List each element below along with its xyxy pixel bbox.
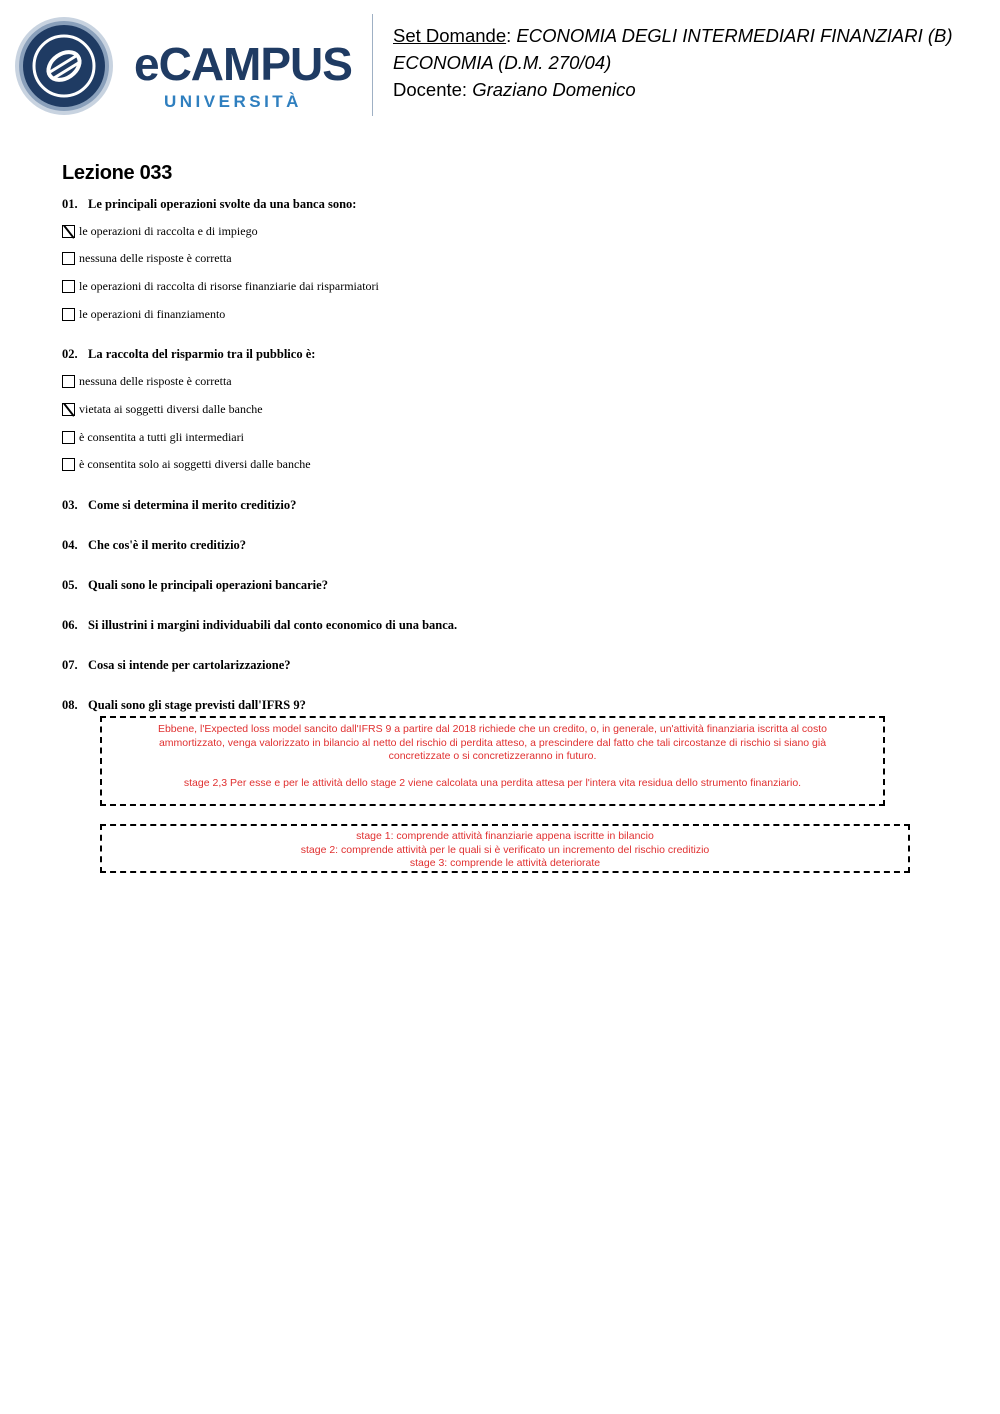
degree-line bbox=[393, 49, 953, 76]
stage-1-line: stage 1: comprende attività finanziarie appena iscritte in bilancio bbox=[356, 830, 654, 842]
question-text: La raccolta del risparmio tra il pubblico è: bbox=[88, 347, 316, 361]
question-number: 08. bbox=[62, 698, 78, 712]
question-number: 05. bbox=[62, 578, 78, 592]
degree-name: ECONOMIA (D.M. 270/04) bbox=[393, 52, 612, 73]
question-text: Si illustrini i margini individuabili dal conto economico di una banca. bbox=[88, 618, 458, 632]
option-label: le operazioni di raccolta di risorse finanziarie dai risparmiatori bbox=[79, 278, 379, 293]
header-divider bbox=[372, 14, 373, 116]
option-02-a[interactable] bbox=[62, 373, 232, 389]
question-02 bbox=[62, 347, 315, 362]
set-label: Set Domande bbox=[393, 25, 507, 46]
question-text: Le principali operazioni svolte da una banca sono: bbox=[88, 197, 357, 211]
option-label: è consentita solo ai soggetti diversi dalle banche bbox=[79, 456, 311, 471]
question-07 bbox=[62, 658, 291, 673]
page-header bbox=[0, 0, 1000, 130]
question-06 bbox=[62, 618, 457, 633]
question-05 bbox=[62, 578, 328, 593]
option-label: nessuna delle risposte è corretta bbox=[79, 250, 232, 265]
question-text: Quali sono le principali operazioni bancarie? bbox=[88, 578, 328, 592]
teacher-name: Graziano Domenico bbox=[472, 79, 636, 100]
option-02-c[interactable] bbox=[62, 429, 244, 445]
question-text: Come si determina il merito creditizio? bbox=[88, 498, 297, 512]
checked-checkbox-icon[interactable] bbox=[62, 403, 75, 416]
teacher-line bbox=[393, 76, 953, 103]
checked-checkbox-icon[interactable] bbox=[62, 225, 75, 238]
question-number: 04. bbox=[62, 538, 78, 552]
note-paragraph: Ebbene, l'Expected loss model sancito dall'IFRS 9 a partire dal 2018 richiede che un credito, o, in generale, un'attività finanziaria iscritta al costo ammortizzato, venga valorizzato in bilancio al netto del rischio di perdita atteso, a prescindere dal fatto che tali circostanze di rischio si siano già concretizzate o si concretizzeranno in futuro. bbox=[157, 723, 828, 762]
option-02-d[interactable] bbox=[62, 456, 311, 472]
question-text: Che cos'è il merito creditizio? bbox=[88, 538, 247, 552]
checkbox-icon[interactable] bbox=[62, 375, 75, 388]
answer-stages-box[interactable] bbox=[100, 824, 910, 873]
question-number: 01. bbox=[62, 197, 78, 211]
question-number: 06. bbox=[62, 618, 78, 632]
question-08 bbox=[62, 698, 306, 713]
option-label: vietata ai soggetti diversi dalle banche bbox=[79, 401, 263, 416]
stage-3-line: stage 3: comprende le attività deteriorate bbox=[409, 857, 601, 869]
note-paragraph: stage 2,3 Per esse e per le attività dello stage 2 viene calcolata una perdita attesa per l'intera vita residua dello strumento finanziario. bbox=[183, 776, 802, 789]
option-label: le operazioni di finanziamento bbox=[79, 306, 226, 321]
question-number: 02. bbox=[62, 347, 78, 361]
question-01 bbox=[62, 197, 356, 212]
course-name: ECONOMIA DEGLI INTERMEDIARI FINANZIARI (B) bbox=[516, 25, 953, 46]
checkbox-icon[interactable] bbox=[62, 308, 75, 321]
option-01-d[interactable] bbox=[62, 306, 225, 322]
question-text: Cosa si intende per cartolarizzazione? bbox=[88, 658, 291, 672]
logo-wordmark: eCAMPUS bbox=[134, 38, 352, 90]
checkbox-icon[interactable] bbox=[62, 252, 75, 265]
option-01-c[interactable] bbox=[62, 278, 379, 294]
course-info bbox=[393, 22, 953, 103]
option-01-a[interactable] bbox=[62, 223, 258, 239]
option-label: nessuna delle risposte è corretta bbox=[79, 373, 232, 388]
lesson-title: Lezione 033 bbox=[62, 162, 173, 184]
question-number: 07. bbox=[62, 658, 78, 672]
stage-2-line: stage 2: comprende attività per le quali si è verificato un incremento del rischio creditizio bbox=[300, 843, 710, 856]
question-number: 03. bbox=[62, 498, 78, 512]
option-label: le operazioni di raccolta e di impiego bbox=[79, 223, 258, 238]
question-text: Quali sono gli stage previsti dall'IFRS 9? bbox=[88, 698, 306, 712]
checkbox-icon[interactable] bbox=[62, 431, 75, 444]
checkbox-icon[interactable] bbox=[62, 280, 75, 293]
question-04 bbox=[62, 538, 246, 553]
ecampus-logo bbox=[14, 14, 359, 118]
option-01-b[interactable] bbox=[62, 250, 232, 266]
teacher-label: Docente: bbox=[393, 79, 468, 100]
course-line bbox=[393, 22, 953, 49]
logo-subtext: UNIVERSITÀ bbox=[164, 92, 302, 111]
answer-note-box[interactable] bbox=[100, 716, 885, 806]
option-label: è consentita a tutti gli intermediari bbox=[79, 429, 244, 444]
checkbox-icon[interactable] bbox=[62, 458, 75, 471]
set-separator: : bbox=[506, 25, 512, 46]
question-03 bbox=[62, 498, 296, 513]
option-02-b[interactable] bbox=[62, 401, 263, 417]
